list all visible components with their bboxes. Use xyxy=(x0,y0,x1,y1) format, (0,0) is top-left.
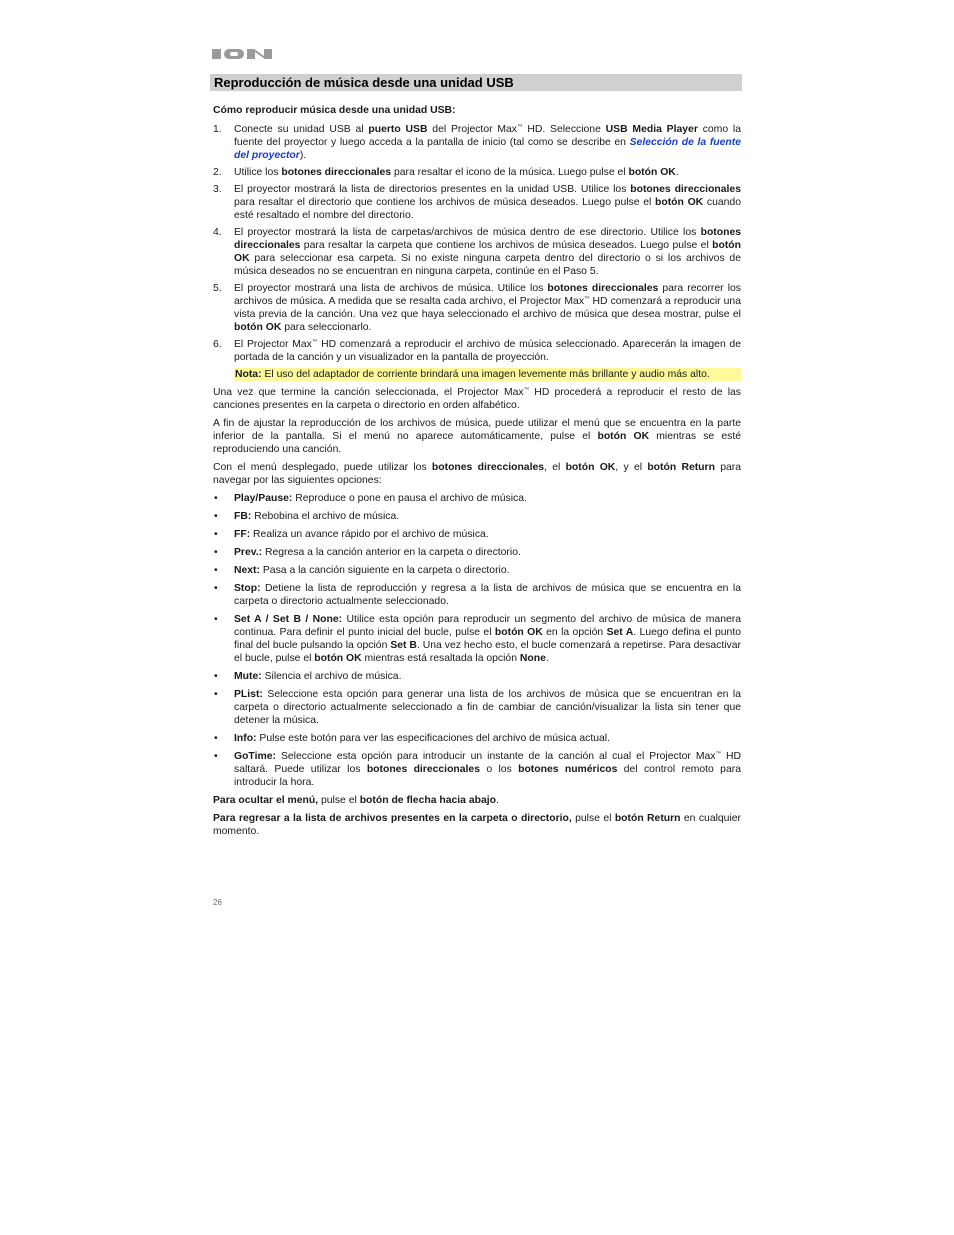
paragraph-after-song: Una vez que termine la canción seleccionada, el Projector Max™ HD procederá a reproducir el resto de las canciones presentes en la carpeta o directorio en orden alfabético. xyxy=(213,387,741,411)
bullet-icon: • xyxy=(214,529,218,540)
note-highlight: Nota: El uso del adaptador de corriente brindará una imagen levemente más brillante y audio más alto. xyxy=(234,368,741,381)
page-content xyxy=(213,104,741,843)
section-title: Reproducción de música desde una unidad USB xyxy=(214,75,514,90)
step-2: 2. Utilice los botones direccionales para resaltar el icono de la música. Luego pulse el botón OK. xyxy=(213,167,679,178)
option-prev: • Prev.: Regresa a la canción anterior en la carpeta o directorio. xyxy=(214,547,521,558)
step-1: 1. Conecte su unidad USB al puerto USB del Projector Max™ HD. Seleccione USB Media Player como la fuente del proyector y luego acceda a la pantalla de inicio (tal como se describe en Selección de la fuente del proyector). xyxy=(213,124,742,161)
paragraph-adjust-playback: A fin de ajustar la reproducción de los archivos de música, puede utilizar el menú que se encuentra en la parte inferior de la pantalla. Si el menú no aparece automáticamente, pulse el botón OK mientras se esté reproduciendo una canción. xyxy=(213,418,741,455)
option-ff: • FF: Realiza un avance rápido por el archivo de música. xyxy=(214,529,489,540)
paragraph-return-list: Para regresar a la lista de archivos presentes en la carpeta o directorio, pulse el botón Return en cualquier momento. xyxy=(213,813,742,837)
bullet-icon: • xyxy=(214,493,218,504)
option-stop: • Stop: Detiene la lista de reproducción y regresa a la lista de archivos de música que se encuentra en la carpeta o directorio actualmente seleccionado. xyxy=(214,583,741,607)
bullet-icon: • xyxy=(214,583,218,594)
paragraph-hide-menu: Para ocultar el menú, pulse el botón de flecha hacia abajo. xyxy=(213,795,499,806)
options-list xyxy=(213,492,741,789)
ion-logo xyxy=(212,46,274,62)
step-4: 4. El proyector mostrará la lista de carpetas/archivos de música dentro de ese directorio. Utilice los botones direccionales para resaltar la carpeta que contiene los archivos de música deseados. Luego pulse el botón OK para seleccionar esa carpeta. Si no existe ninguna carpeta dentro del directorio o si los archivos de música deseados no se encuentran en ninguna carpeta, continúe en el Paso 5. xyxy=(213,227,741,277)
option-plist: • PList: Seleccione esta opción para generar una lista de los archivos de música que se encuentran en la carpeta o directorio actualmente seleccionado a fin de cambiar de canción/visualizar la lista sin tener que detener la música. xyxy=(214,689,741,726)
bullet-icon: • xyxy=(214,547,218,558)
subtitle: Cómo reproducir música desde una unidad USB: xyxy=(213,105,456,116)
option-gotime: • GoTime: Seleccione esta opción para introducir un instante de la canción al cual el Projector Max™ HD saltará. Puede utilizar los botones direccionales o los botones numéricos del control remoto para introducir la hora. xyxy=(214,751,741,788)
option-mute: • Mute: Silencia el archivo de música. xyxy=(214,671,402,682)
option-info: • Info: Pulse este botón para ver las especificaciones del archivo de música actual. xyxy=(214,733,610,744)
step-6: 6. El Projector Max™ HD comenzará a reproducir el archivo de música seleccionado. Aparecerán la imagen de portada de la canción y un visualizador en la pantalla de proyección. xyxy=(213,339,741,363)
option-play-pause: • Play/Pause: Reproduce o pone en pausa el archivo de música. xyxy=(214,493,527,504)
bullet-icon: • xyxy=(214,689,218,700)
bullet-icon: • xyxy=(214,671,218,682)
link-source-selection[interactable]: Selección de la fuente del proyector xyxy=(234,137,742,161)
step-5: 5. El proyector mostrará una lista de archivos de música. Utilice los botones direccionales para recorrer los archivos de música. A medida que se resalta cada archivo, el Projector Max™ HD comenzará a reproducir una vista previa de la canción. Una vez que haya seleccionado el archivo de música que desea mostrar, pulse el botón OK para seleccionarlo. xyxy=(213,283,741,333)
option-set-ab: • Set A / Set B / None: Utilice esta opción para reproducir un segmento del archivo de música de manera continua. Para definir el punto inicial del bucle, pulse el botón OK en la opción Set A. Luego defina el punto final del bucle pulsando la opción Set B. Una vez hecho esto, el bucle comenzará a repetirse. Para desactivar el bucle, pulse el botón OK mientras está resaltada la opción None. xyxy=(214,614,742,664)
section-header-bar xyxy=(210,74,742,91)
step-3: 3. El proyector mostrará la lista de directorios presentes en la unidad USB. Utilice los botones direccionales para resaltar el directorio que contiene los archivos de música deseados. Luego pulse el botón OK cuando esté resaltado el nombre del directorio. xyxy=(213,184,741,221)
steps-list xyxy=(213,123,741,364)
bullet-icon: • xyxy=(214,511,218,522)
bullet-icon: • xyxy=(214,565,218,576)
bullet-icon: • xyxy=(214,751,218,762)
bullet-icon: • xyxy=(214,733,218,744)
option-fb: • FB: Rebobina el archivo de música. xyxy=(214,511,400,522)
option-next: • Next: Pasa a la canción siguiente en la carpeta o directorio. xyxy=(214,565,510,576)
bullet-icon: • xyxy=(214,614,218,625)
page-number: 26 xyxy=(213,898,222,907)
paragraph-menu-navigation: Con el menú desplegado, puede utilizar los botones direccionales, el botón OK, y el botón Return para navegar por las siguientes opciones: xyxy=(213,462,741,486)
